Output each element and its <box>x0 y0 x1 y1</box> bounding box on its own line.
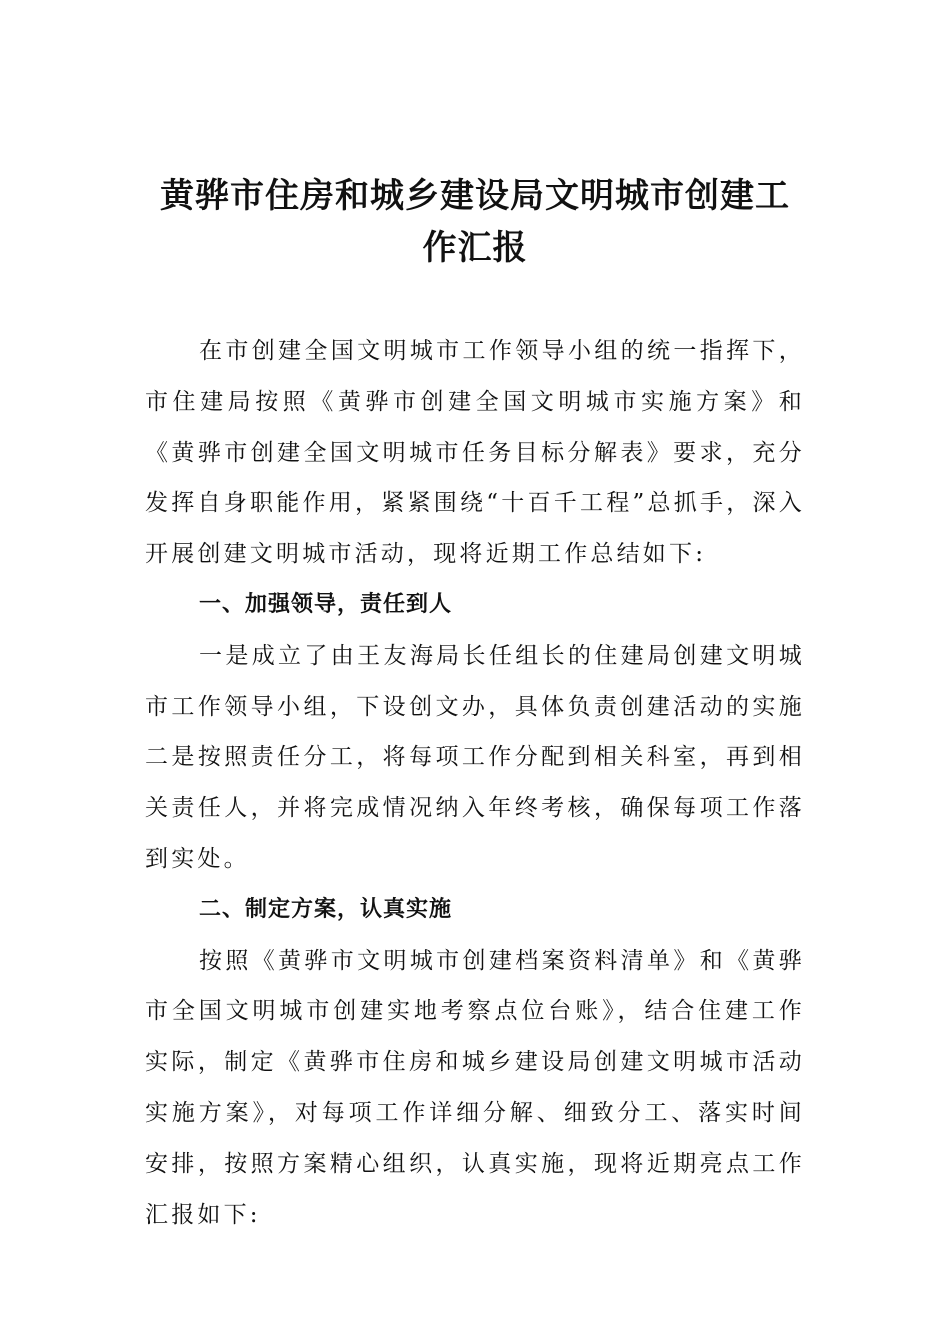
document-title <box>140 170 810 274</box>
section-1-paragraph: 一是成立了由王友海局长任组长的住建局创建文明城市工作领导小组，下设创文办，具体负责创建活动的实施二是按照责任分工，将每项工作分配到相关科室，再到相关责任人，并将完成情况纳入年终考核，确保每项工作落到实处。 <box>145 642 805 872</box>
document-body <box>145 326 805 1240</box>
section-1-heading: 一、加强领导，责任到人 <box>199 591 453 617</box>
title-line-1: 黄骅市住房和城乡建设局文明城市创建工 <box>160 176 790 216</box>
section-2-paragraph: 按照《黄骅市文明城市创建档案资料清单》和《黄骅市全国文明城市创建实地考察点位台账》，结合住建工作实际，制定《黄骅市住房和城乡建设局创建文明城市活动实施方案》，对每项工作详细分解、细致分工、落实时间安排，按照方案精心组织，认真实施，现将近期亮点工作汇报如下: <box>145 947 805 1228</box>
title-line-2: 作汇报 <box>422 228 528 268</box>
section-2-heading: 二、制定方案，认真实施 <box>199 896 453 922</box>
intro-paragraph: 在市创建全国文明城市工作领导小组的统一指挥下，市住建局按照《黄骅市创建全国文明城市实施方案》和《黄骅市创建全国文明城市任务目标分解表》要求，充分发挥自身职能作用，紧紧围绕“十百千工程”总抓手，深入开展创建文明城市活动，现将近期工作总结如下: <box>145 338 805 568</box>
